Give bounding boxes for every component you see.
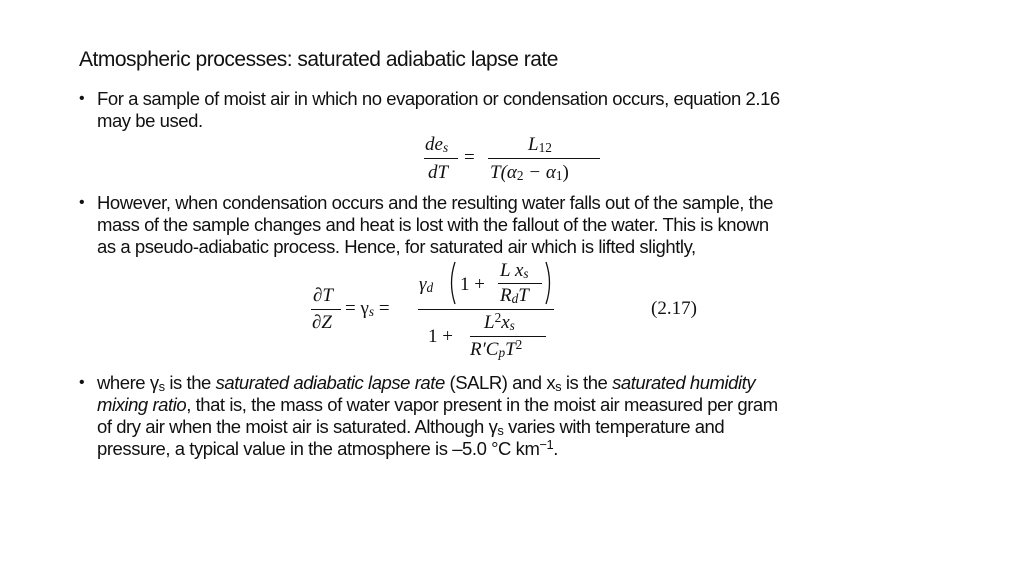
eq-text: ∂Z [312,312,332,333]
eq-text: dT [428,162,449,183]
text: where γ [97,372,159,393]
bullet-dot: • [79,374,85,391]
eq-text: s [442,140,449,155]
bullet2-line: However, when condensation occurs and the resulting water falls out of the sample, the [97,192,774,213]
eq-text: − α [523,162,556,183]
eq-text: 2 [515,337,523,352]
eq-text: d [511,291,519,306]
eq-text: 2 [494,310,502,325]
eq-text: = [378,298,390,319]
fraction-bar [470,336,546,337]
eq-text: R [500,285,512,306]
text: s [158,379,165,394]
bullet3-line [97,416,724,438]
eq-text: 1 [555,168,563,183]
eq-text: L [528,134,539,155]
paren-left [447,260,457,306]
eq-text: L [484,312,495,333]
eq-text: de [425,134,443,155]
text: is the [561,372,613,393]
text: , that is, the mass of water vapor present in the moist air measured per gram [186,394,778,415]
eq-text: T(α [490,162,517,183]
eq-text: = [464,147,475,168]
bullet-dot: • [79,90,85,107]
eq-text: x [501,312,510,333]
bullet1-line: may be used. [97,110,203,131]
text: (SALR) and x [444,372,556,393]
bullet3-line [97,372,755,394]
term-mixing-ratio: mixing ratio [97,394,187,415]
eq-text: T [505,339,516,360]
eq-text: s [368,304,375,319]
eq-text: T [518,285,529,306]
text: is the [164,372,216,393]
eq-text: 1 + [460,274,485,295]
eq-text: 2 [516,168,524,183]
bullet2-line: mass of the sample changes and heat is lost with the fallout of the water. This is known [97,214,769,235]
bullet1-line: For a sample of moist air in which no evaporation or condensation occurs, equation 2.16 [97,88,780,109]
eq-text: ∂T [313,285,333,306]
text: s [497,423,504,438]
eq-text: 1 + [428,326,453,347]
eq-text: p [498,345,506,360]
text: s [555,379,562,394]
eq-text: 12 [538,140,552,155]
eq-text: ) [562,162,569,183]
bullet-dot: • [79,194,85,211]
term-humidity: saturated humidity [612,372,756,393]
bullet3-line [97,394,778,416]
text: . [553,438,558,459]
eq-text: L x [500,260,524,281]
eq-text: d [426,280,434,295]
fraction-bar [311,309,341,310]
slide-title: Atmospheric processes: saturated adiabatic lapse rate [79,48,558,71]
fraction-bar [488,158,600,159]
eq-text: s [523,266,529,281]
paren-right [544,260,554,306]
bullet3-line [97,438,558,460]
eq-text: R′C [470,339,499,360]
eq-text: s [509,318,515,333]
bullet2-line: as a pseudo-adiabatic process. Hence, for saturated air which is lifted slightly, [97,236,696,257]
text: −1 [539,437,554,452]
equation-number: (2.17) [651,298,697,319]
text: varies with temperature and [503,416,725,437]
fraction-bar [424,158,458,159]
fraction-bar [418,309,554,310]
eq-text: γ [419,274,427,295]
text: pressure, a typical value in the atmosphere is –5.0 °C km [97,438,540,459]
eq-text: = γ [345,298,369,319]
text: of dry air when the moist air is saturated. Although γ [97,416,498,437]
term-salr: saturated adiabatic lapse rate [215,372,445,393]
